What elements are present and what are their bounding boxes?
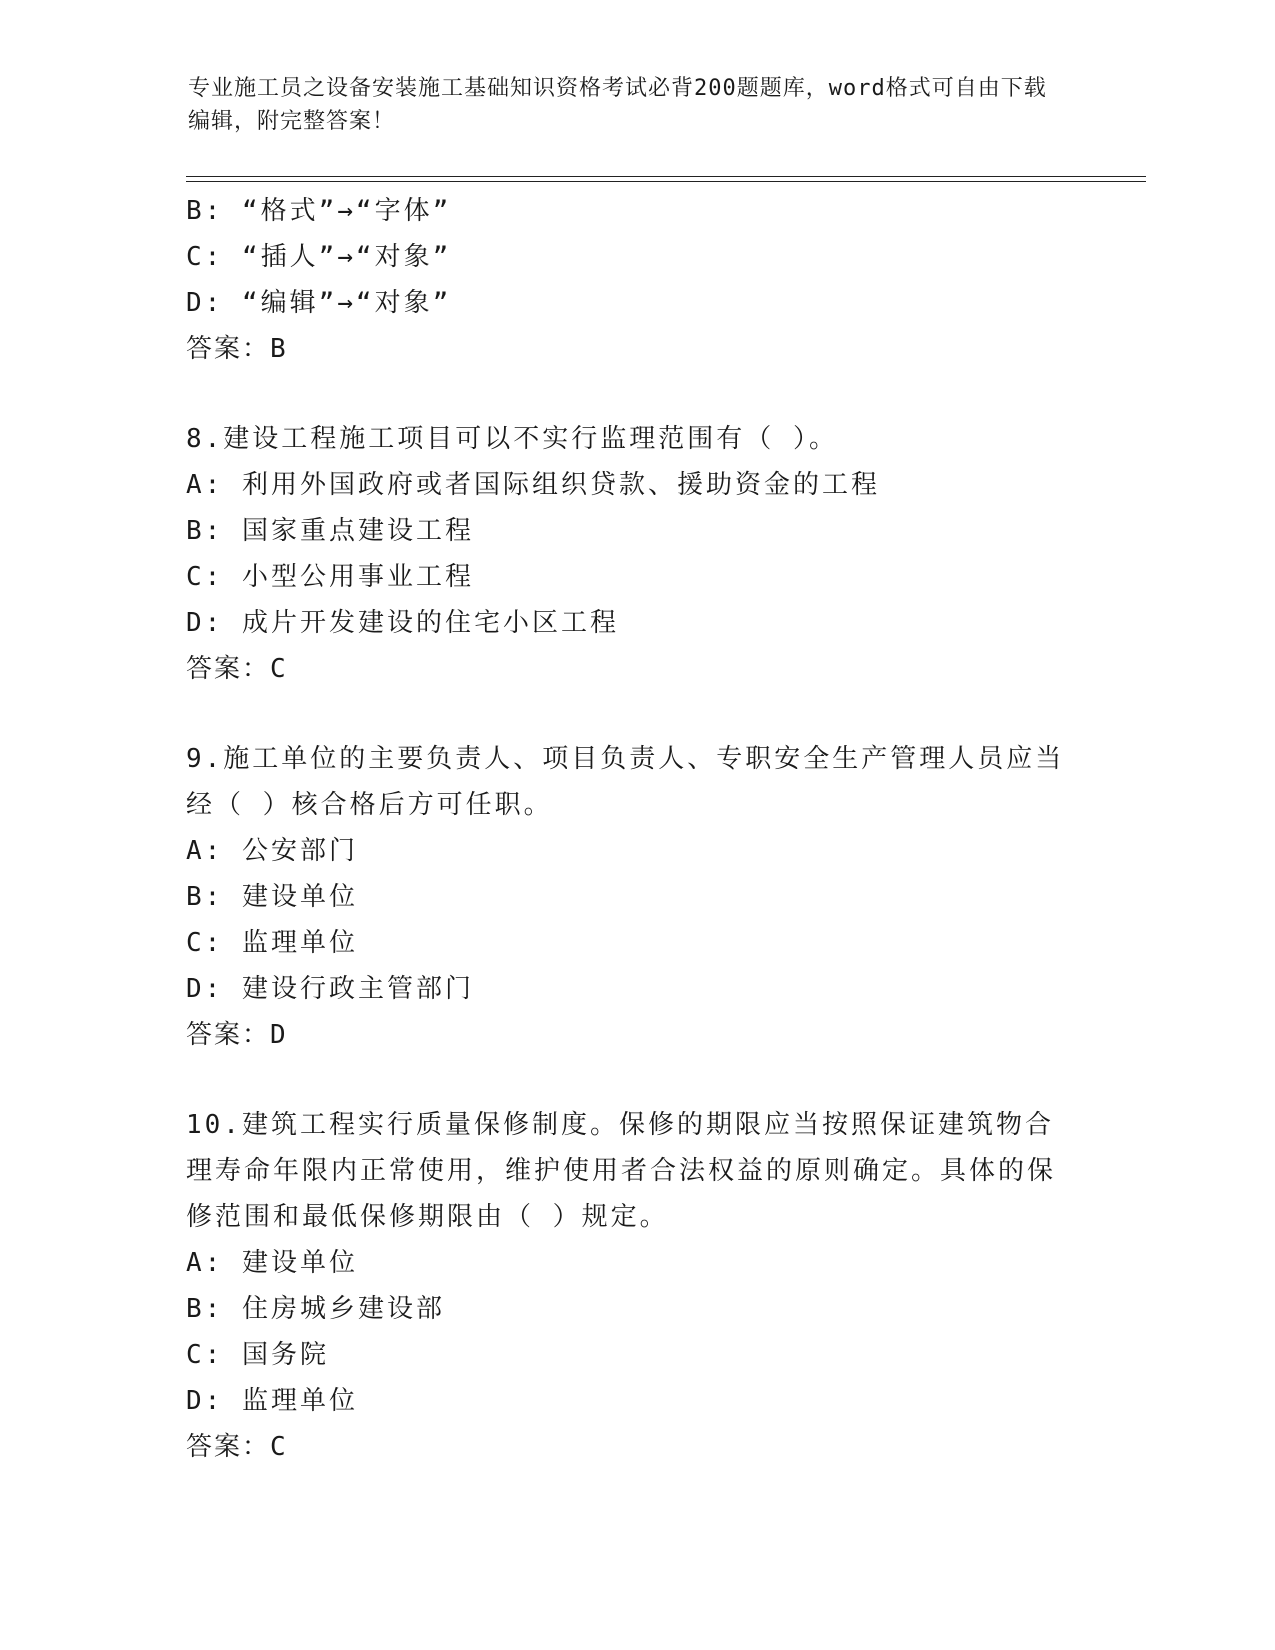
document-body: [186, 188, 1086, 1470]
option-d: D: 成片开发建设的住宅小区工程: [186, 608, 619, 638]
option-a: A: 建设单位: [186, 1248, 358, 1278]
option-b: B: 住房城乡建设部: [186, 1294, 445, 1324]
carryover-question: [186, 188, 1086, 372]
question-8: [186, 416, 1086, 692]
spacer: [186, 1058, 1086, 1102]
answer: 答案：C: [186, 1432, 288, 1462]
option-d: D: 监理单位: [186, 1386, 358, 1416]
option-d: D: “编辑”→“对象”: [186, 288, 452, 318]
header-rule-bottom: [186, 181, 1146, 182]
header-rule-top: [186, 176, 1146, 177]
option-b: B: 国家重点建设工程: [186, 516, 474, 546]
answer: 答案：C: [186, 654, 288, 684]
page-header: [188, 72, 1068, 138]
option-a: A: 公安部门: [186, 836, 358, 866]
answer: 答案：B: [186, 334, 288, 364]
document-title: 专业施工员之设备安装施工基础知识资格考试必背200题题库，word格式可自由下载编辑，附完整答案！: [188, 76, 1047, 134]
option-a: A: 利用外国政府或者国际组织贷款、援助资金的工程: [186, 470, 880, 500]
option-b: B: 建设单位: [186, 882, 358, 912]
question-text: 9.施工单位的主要负责人、项目负责人、专职安全生产管理人员应当经（ ）核合格后方可任职。: [186, 744, 1065, 820]
question-text: 8.建设工程施工项目可以不实行监理范围有（ ）。: [186, 424, 838, 454]
question-9: [186, 736, 1086, 1058]
spacer: [186, 372, 1086, 416]
option-c: C: “插人”→“对象”: [186, 242, 452, 272]
option-b: B: “格式”→“字体”: [186, 196, 452, 226]
spacer: [186, 692, 1086, 736]
option-c: C: 小型公用事业工程: [186, 562, 474, 592]
question-10: [186, 1102, 1086, 1470]
option-c: C: 国务院: [186, 1340, 329, 1370]
option-c: C: 监理单位: [186, 928, 358, 958]
question-text: 10.建筑工程实行质量保修制度。保修的期限应当按照保证建筑物合理寿命年限内正常使用，维护使用者合法权益的原则确定。具体的保修范围和最低保修期限由（ ）规定。: [186, 1110, 1057, 1232]
option-d: D: 建设行政主管部门: [186, 974, 474, 1004]
answer: 答案：D: [186, 1020, 288, 1050]
